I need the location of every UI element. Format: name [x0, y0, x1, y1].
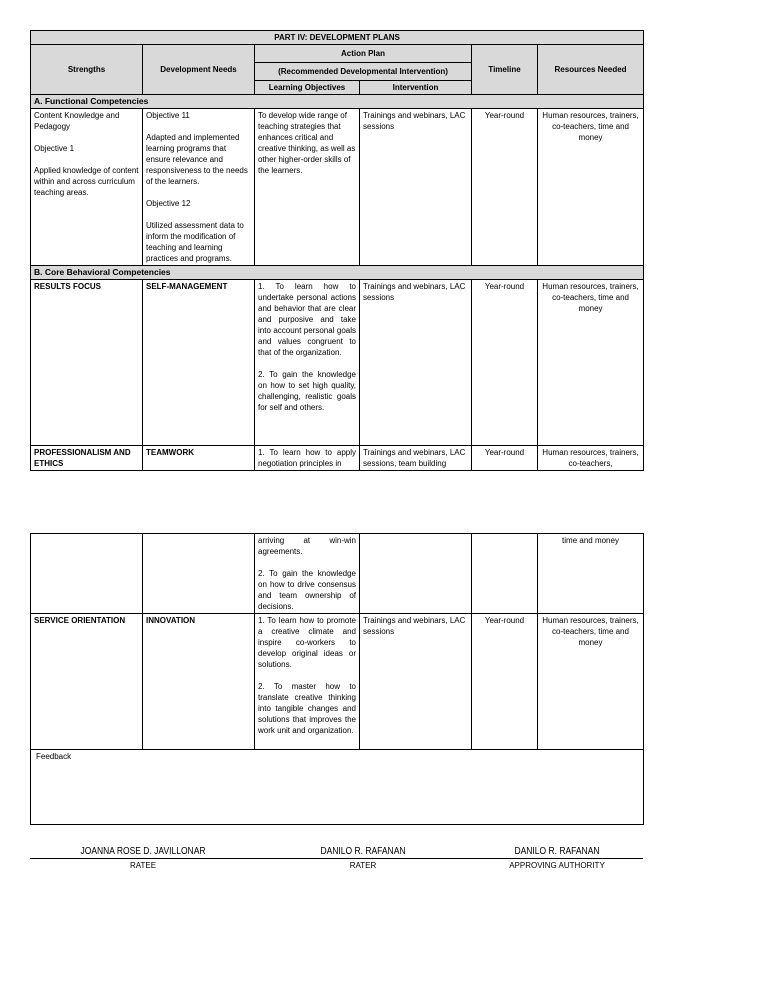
signature-approving-authority [444, 846, 670, 857]
row-strength: SERVICE ORIENTATION [31, 614, 143, 750]
approving-authority-role-wrap [444, 861, 670, 870]
section-a-intervention: Trainings and webinars, LAC sessions [360, 109, 472, 266]
row-intervention-cont [360, 534, 472, 614]
feedback-box [31, 750, 644, 825]
section-a-strengths: Content Knowledge and Pedagogy Objective 1 Applied knowledge of content within and across curriculum teaching areas. [31, 109, 143, 266]
row-objectives-cont: arriving at win-win agreements. 2. To gain the knowledge on how to drive consensus and team ownership of decisions. [255, 534, 360, 614]
section-b-title: B. Core Behavioral Competencies [31, 266, 644, 280]
rater-name: DANILO R. RAFANAN [320, 846, 406, 857]
approving-authority-name: DANILO R. RAFANAN [514, 846, 600, 857]
row-intervention: Trainings and webinars, LAC sessions [360, 614, 472, 750]
ratee-role-wrap [30, 861, 256, 870]
row-timeline: Year-round [472, 280, 538, 446]
development-plan-table [30, 30, 644, 471]
row-strength-cont [31, 534, 143, 614]
header-resources-needed: Resources Needed [538, 45, 644, 95]
ratee-name: JOANNA ROSE D. JAVILLONAR [80, 846, 206, 857]
signature-line [30, 858, 643, 859]
row-strength: RESULTS FOCUS [31, 280, 143, 446]
header-learning-objectives: Learning Objectives [255, 81, 360, 95]
part-title: PART IV: DEVELOPMENT PLANS [31, 31, 644, 45]
rater-role-wrap [250, 861, 476, 870]
header-strengths: Strengths [31, 45, 143, 95]
row-intervention: Trainings and webinars, LAC sessions, team building [360, 446, 472, 471]
header-development-needs: Development Needs [143, 45, 255, 95]
row-need-cont [143, 534, 255, 614]
section-a-resources: Human resources, trainers, co-teachers, time and money [538, 109, 644, 266]
row-need: SELF-MANAGEMENT [143, 280, 255, 446]
row-timeline: Year-round [472, 446, 538, 471]
approving-authority-role: APPROVING AUTHORITY [509, 861, 605, 870]
section-a-objective: To develop wide range of teaching strategies that enhances critical and creative thinking, as well as other higher-order skills of the learners. [255, 109, 360, 266]
row-need: TEAMWORK [143, 446, 255, 471]
header-action-plan: Action Plan [255, 45, 472, 63]
row-intervention: Trainings and webinars, LAC sessions [360, 280, 472, 446]
row-objectives: 1. To learn how to promote a creative climate and inspire co-workers to develop original ideas or solutions. 2. To master how to translate creative thinking into tangible changes and solutions that improves the work unit and organization. [255, 614, 360, 750]
section-a-title: A. Functional Competencies [31, 95, 644, 109]
feedback-label: Feedback [36, 752, 72, 761]
row-need: INNOVATION [143, 614, 255, 750]
section-a-timeline: Year-round [472, 109, 538, 266]
row-timeline: Year-round [472, 614, 538, 750]
row-resources: Human resources, trainers, co-teachers, [538, 446, 644, 471]
section-a-needs: Objective 11 Adapted and implemented learning programs that ensure relevance and responsiveness to the needs of the learners. Objective 12 Utilized assessment data to inform the modification of teaching and learning practices and programs. [143, 109, 255, 266]
row-resources: Human resources, trainers, co-teachers, time and money [538, 280, 644, 446]
row-strength: PROFESSIONALISM AND ETHICS [31, 446, 143, 471]
development-plan-table-continued [30, 533, 644, 825]
row-objectives: 1. To learn how to apply negotiation principles in [255, 446, 360, 471]
row-objectives: 1. To learn how to undertake personal actions and behavior that are clear and purposive and take into account personal goals and values congruent to that of the organization. 2. To gain the knowledge on how to set high quality, challenging, realistic goals for self and others. [255, 280, 360, 446]
row-resources: Human resources, trainers, co-teachers, time and money [538, 614, 644, 750]
header-recommended: (Recommended Developmental Intervention) [255, 63, 472, 81]
signature-rater [250, 846, 476, 857]
rater-role: RATER [349, 861, 377, 870]
header-timeline: Timeline [472, 45, 538, 95]
header-intervention: Intervention [360, 81, 472, 95]
row-resources-cont: time and money [538, 534, 644, 614]
ratee-role: RATEE [129, 861, 157, 870]
row-timeline-cont [472, 534, 538, 614]
signature-ratee [30, 846, 256, 857]
